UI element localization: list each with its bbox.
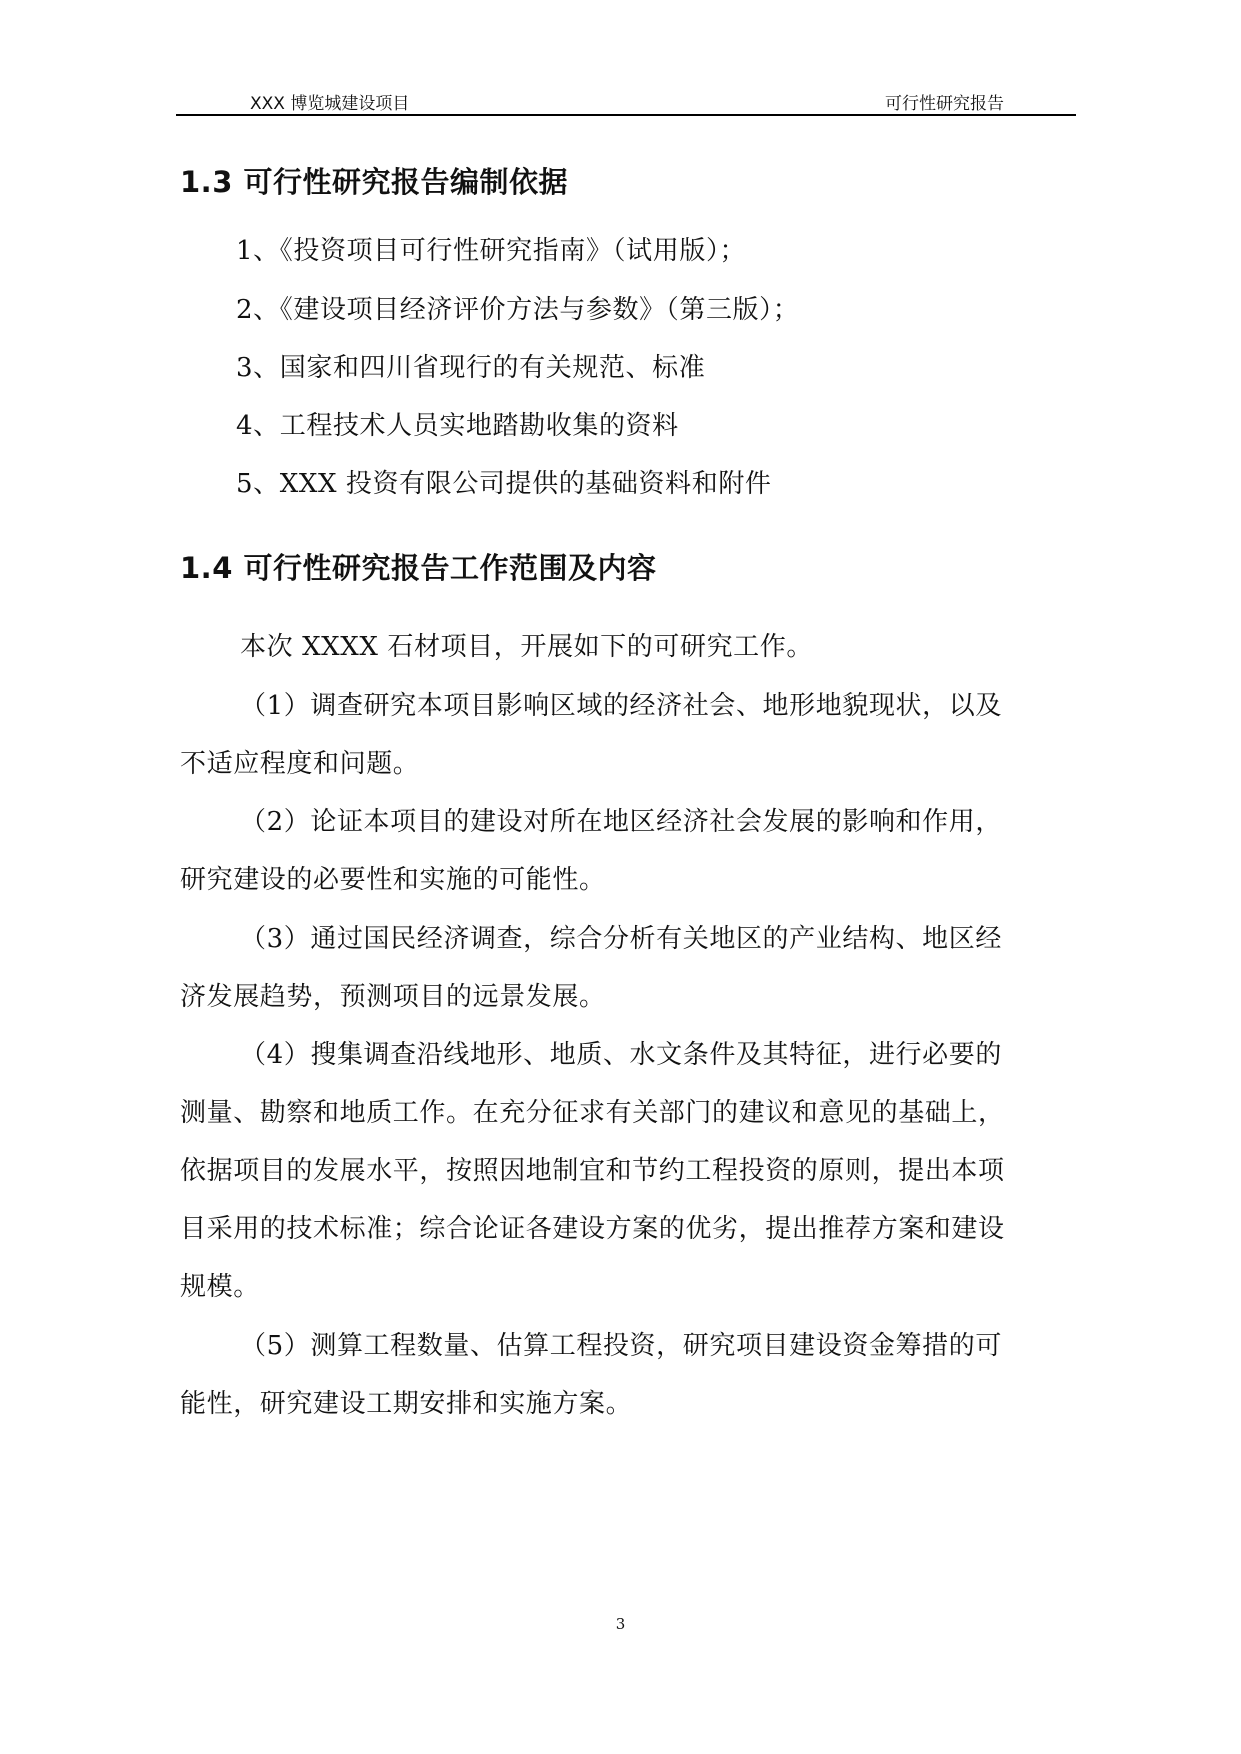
scope-item-4-line-5: 规模。 xyxy=(180,1272,260,1302)
scope-item-3-line-1: （3）通过国民经济调查，综合分析有关地区的产业结构、地区经 xyxy=(240,924,1002,954)
scope-item-2-line-2: 研究建设的必要性和实施的可能性。 xyxy=(180,865,606,895)
reference-item-2: 2、《建设项目经济评价方法与参数》（第三版）； xyxy=(236,295,800,325)
scope-item-1-line-2: 不适应程度和问题。 xyxy=(180,749,420,779)
scope-item-4-line-2: 测量、勘察和地质工作。在充分征求有关部门的建议和意见的基础上， xyxy=(180,1098,1005,1128)
section-heading-1-4: 1.4 可行性研究报告工作范围及内容 xyxy=(180,551,657,585)
section-heading-1-3: 1.3 可行性研究报告编制依据 xyxy=(180,165,568,199)
header-project-name: XXX 博览城建设项目 xyxy=(250,94,410,114)
page-number: 3 xyxy=(615,1615,626,1633)
reference-item-4: 4、工程技术人员实地踏勘收集的资料 xyxy=(236,411,679,441)
scope-item-4-line-3: 依据项目的发展水平，按照因地制宜和节约工程投资的原则，提出本项 xyxy=(180,1156,1005,1186)
reference-item-1: 1、《投资项目可行性研究指南》（试用版）； xyxy=(236,236,747,266)
reference-item-3: 3、国家和四川省现行的有关规范、标准 xyxy=(236,353,706,383)
scope-item-4-line-4: 目采用的技术标准；综合论证各建设方案的优劣，提出推荐方案和建设 xyxy=(180,1214,1005,1244)
scope-item-2-line-1: （2）论证本项目的建设对所在地区经济社会发展的影响和作用， xyxy=(240,807,1002,837)
scope-item-4-line-1: （4）搜集调查沿线地形、地质、水文条件及其特征，进行必要的 xyxy=(240,1040,1002,1070)
scope-item-5-line-1: （5）测算工程数量、估算工程投资，研究项目建设资金筹措的可 xyxy=(240,1331,1002,1361)
page-header xyxy=(176,86,1076,116)
header-report-type: 可行性研究报告 xyxy=(885,94,1004,114)
scope-item-5-line-2: 能性，研究建设工期安排和实施方案。 xyxy=(180,1389,633,1419)
scope-item-3-line-2: 济发展趋势，预测项目的远景发展。 xyxy=(180,982,606,1012)
scope-intro: 本次 XXXX 石材项目，开展如下的可研究工作。 xyxy=(240,632,813,662)
scope-item-1-line-1: （1）调查研究本项目影响区域的经济社会、地形地貌现状，以及 xyxy=(240,691,1002,721)
reference-item-5: 5、XXX 投资有限公司提供的基础资料和附件 xyxy=(236,469,772,499)
